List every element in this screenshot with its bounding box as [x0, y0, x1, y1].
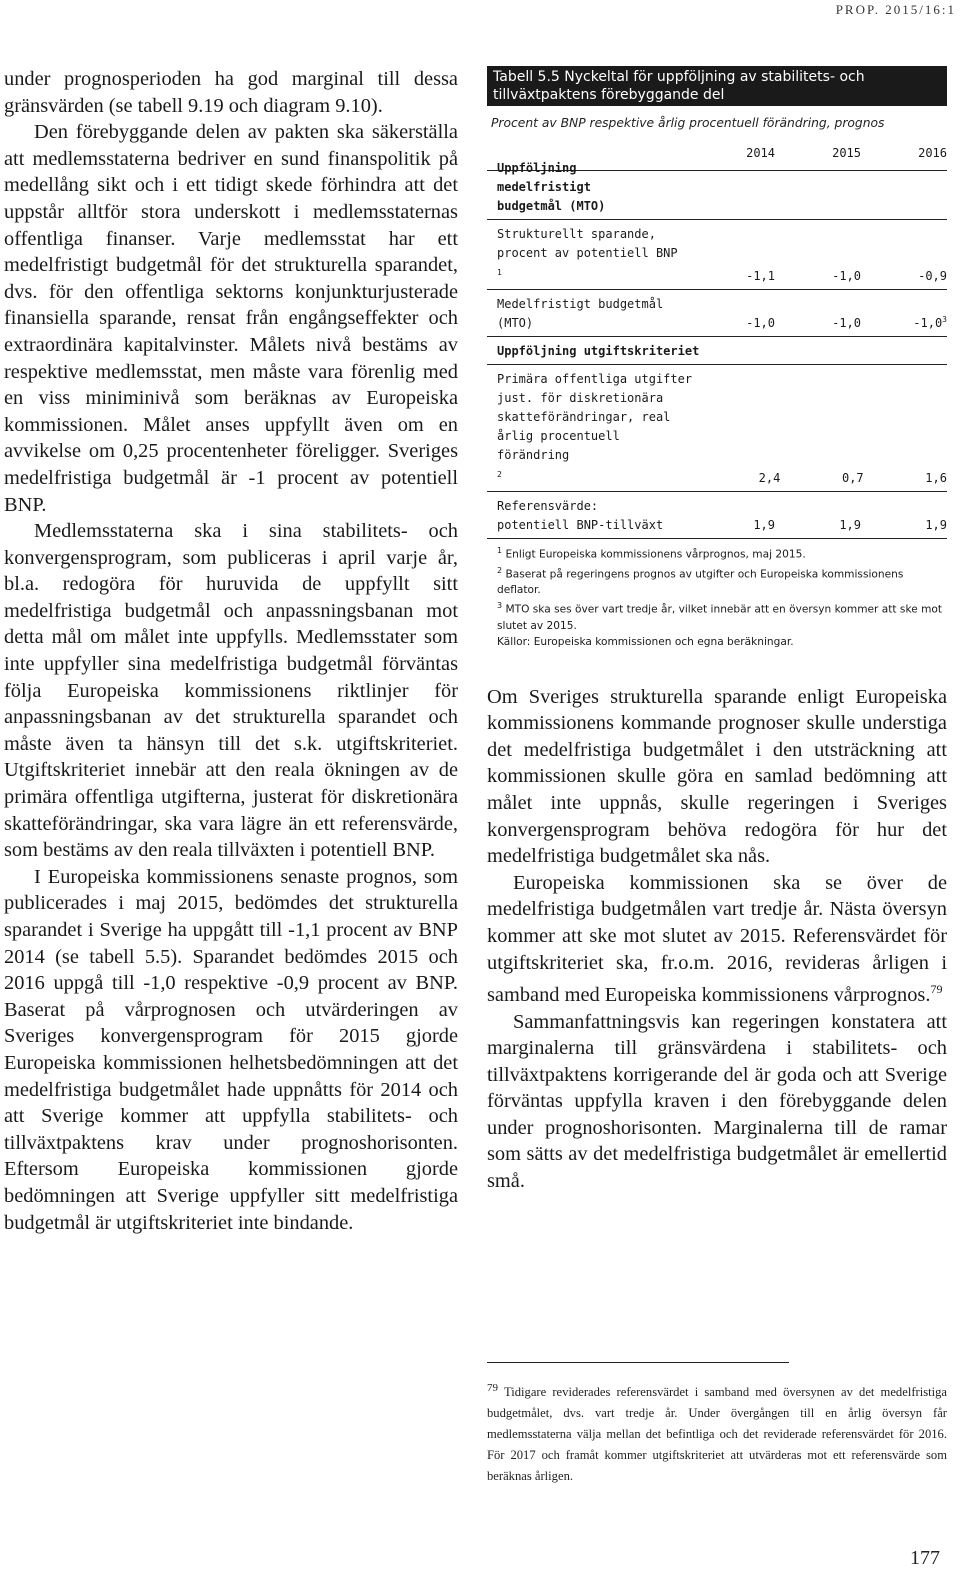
table-section-row: [487, 161, 947, 220]
column-header: 2016: [918, 146, 947, 160]
table-title: Tabell 5.5 Nyckeltal för uppföljning av stabilitets- och tillväxtpaktens förebyggande del: [487, 66, 947, 106]
table-cell: -1,0: [832, 269, 861, 283]
row-label-text: Strukturellt sparande, procent av potentiell BNP: [497, 227, 678, 260]
row-label: Uppföljning utgiftskriteriet: [497, 344, 700, 358]
table-cell: [861, 310, 947, 333]
footnote-number: 1: [497, 546, 503, 555]
paragraph: Sammanfattningsvis kan regeringen konstatera att marginalerna till gränsvärdena i stabilitets- och tillväxtpaktens korrigerande del är goda och att Sverige förväntas uppfylla kraven i den förebyggande delen under prognoshorisonten. Marginalerna till de ramar som sätts av det medelfristiga budgetmålet är emellertid små.: [487, 1010, 947, 1193]
table-row: [487, 220, 947, 290]
page-footnote: [487, 1378, 947, 1487]
table-cell: -1,0: [832, 316, 861, 330]
footnote-number: 79: [487, 1382, 498, 1394]
table-cell: 0,7: [841, 471, 864, 485]
footnote-text: Enligt Europeiska kommissionens vårprognos, maj 2015.: [505, 548, 806, 561]
table-subtitle: Procent av BNP respektive årlig procentuell förändring, prognos: [491, 116, 885, 130]
table-cell: -1,0: [746, 316, 775, 330]
column-header: 2014: [746, 146, 775, 160]
footnote-marker: 3: [942, 315, 947, 324]
row-label-text: Referensvärde: potentiell BNP-tillväxt: [497, 499, 664, 532]
paragraph: [487, 870, 947, 1009]
row-label: Uppföljning medelfristigt budgetmål (MTO): [497, 161, 606, 213]
table-row: [487, 290, 947, 337]
table-cell: -1,1: [746, 269, 775, 283]
footnote-divider: [487, 1362, 789, 1363]
paragraph: Den förebyggande delen av pakten ska säkerställa att medlemsstaterna bedriver en sund finanspolitik på medellång sikt och i ett tidigt skede förhindra att det uppstår alltför stora underskott i medlemsstaternas offentliga finanser. Varje medlemsstat har ett medelfristigt budgetmål för det strukturella sparandet, dvs. för den offentliga sektorns konjunkturjusterade finansiella sparande, rensat från engångseffekter och extraordinära kapitalvinster. Målets nivå bestäms av respektive medlemsstat, men måste vara förenlig med en viss miniminivå som beräknas av Europeiska kommissionen. Målet anses uppfyllt även om en avvikelse om 0,25 procentenheter föreligger. Sveriges medelfristiga budgetmål är -1 procent av potentiell BNP.: [4, 121, 458, 516]
row-label: [497, 295, 689, 333]
table-source: Källor: Europeiska kommissionen och egna beräkningar.: [497, 635, 794, 648]
footnote-text: Tidigare reviderades referensvärdet i samband med översynen av det medelfristiga budgetmålet, dvs. vart tredje år. Under övergången till en årlig översyn får medlemsstaterna välja mellan det befintliga och det reviderade referensvärdet för 2016. För 2017 och framåt kommer utgiftskriteriet att utvärderas mot ett referensvärde som beräknas årligen.: [487, 1385, 947, 1484]
paragraph: Medlemsstaterna ska i sina stabilitets- och konvergensprogram, som publiceras i april varje år, bl.a. redogöra för huruvida de uppfyllt sitt medelfristiga budgetmål och anpassningsbanan mot detta mål om målet inte uppfylls. Medlemsstater som inte uppfyller sina medelfristiga budgetmål förväntas följa Europeiska kommissionens riktlinjer för anpassningsbanan av det strukturella sparandet och måste även ta hänsyn till det s.k. utgiftskriteriet. Utgiftskriteriet innebär att den reala ökningen av de primära offentliga utgifterna, justerat för diskretionära skatteförändringar, ska vara lägre än ett referensvärde, som bestäms av den reala tillväxten i potentiell BNP.: [4, 520, 458, 862]
cell-value: -1,0: [913, 316, 943, 330]
right-column: [487, 66, 947, 1195]
paragraph: Om Sveriges strukturella sparande enligt Europeiska kommissionens kommande prognoser skulle understiga det medelfristiga budgetmålet i den utsträckning att kommissionen skulle göra en samlad bedömning att målet inte uppnås, skulle regeringen i Sveriges konvergensprogram behöva redogöra för hur det medelfristiga budgetmålet ska nås.: [487, 685, 947, 868]
row-label: [497, 370, 697, 488]
paragraph: I Europeiska kommissionens senaste prognos, som publicerades i maj 2015, bedömdes det strukturella sparandet i Sverige ha uppgått till -1,1 procent av BNP 2014 (se tabell 5.5). Sparandet bedömdes 2015 och 2016 uppgå till -1,0 respektive -0,9 procent av BNP. Baserat på vårprognosen och utvärderingen av Sveriges konvergensprogram för 2015 gjorde Europeiska kommissionen helhetsbedömningen att det medelfristiga budgetmålet hade uppnåtts för 2014 och att Sverige kommer att uppfylla stabilitets- och tillväxtpaktens krav under prognoshorisonten. Eftersom Europeiska kommissionen gjorde bedömningen att Sverige uppfyller sitt medelfristiga budgetmål är utgiftskriteriet inte bindande.: [4, 865, 458, 1234]
footnote-text: MTO ska ses över vart tredje år, vilket innebär att en översyn kommer att ske mot slutet av 2015.: [497, 603, 943, 632]
footnote-reference[interactable]: 79: [930, 982, 943, 997]
right-body-text: [487, 684, 947, 1195]
table-row: [487, 492, 947, 539]
row-label: [497, 225, 689, 286]
table-cell: 1,9: [925, 518, 947, 532]
table-footnote: [497, 598, 947, 634]
footnote-marker: 2: [497, 470, 502, 479]
paragraph: under prognosperioden ha god marginal till dessa gränsvärden (se tabell 9.19 och diagram 9.10).: [4, 68, 458, 117]
table-cell: 1,9: [753, 518, 775, 532]
page-number: 177: [910, 1547, 940, 1569]
footnote-number: 3: [497, 601, 503, 611]
table-cell: 1,6: [925, 471, 947, 485]
table-footnote: [497, 563, 947, 599]
footnote-number: 2: [497, 565, 503, 575]
left-column: [4, 66, 458, 1236]
row-label-text: Medelfristigt budgetmål (MTO): [497, 297, 664, 330]
row-label-text: Primära offentliga utgifter just. för diskretionära skatteförändringar, real årlig procentuell förändring: [497, 372, 693, 462]
footnote-marker: 1: [497, 268, 502, 277]
paragraph-text: Europeiska kommissionen ska se över de medelfristiga budgetmålen vart tredje år. Nästa översyn kommer att ske mot slutet av 2015. Referensvärdet för utgiftskriteriet ska, fr.o.m. 2016, revideras årligen i samband med Europeiska kommissionens vårprognos.: [487, 871, 947, 1006]
table-cell: 1,9: [839, 518, 861, 532]
table-section-row: [487, 337, 947, 365]
table-cell: 2,4: [758, 471, 781, 485]
table-footnote: [497, 543, 947, 563]
table-row: [487, 365, 947, 492]
column-header: 2015: [832, 146, 861, 160]
table-footnotes: [487, 543, 947, 650]
footnote-text: Baserat på regeringens prognos av utgifter och Europeiska kommissionens deflator.: [497, 568, 904, 597]
row-label: [497, 497, 689, 535]
running-header: PROP. 2015/16:1: [835, 2, 956, 17]
table-cell: -0,9: [918, 269, 947, 283]
